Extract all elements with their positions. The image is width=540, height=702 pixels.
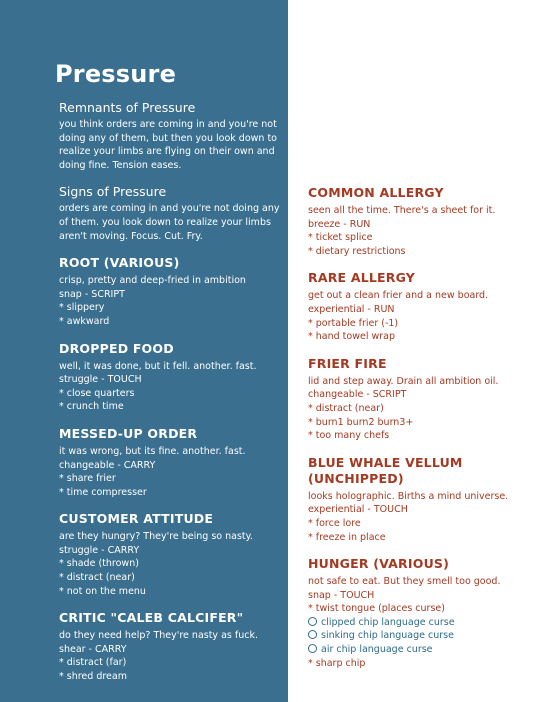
entry-line: get out a clean frier and a new board. xyxy=(308,290,489,302)
threat-name: BLUE WHALE VELLUM (UNCHIPPED) xyxy=(308,454,463,486)
entry-critic-caleb-calcifer xyxy=(59,610,281,683)
circle-item xyxy=(308,629,536,643)
entry-line: * distract (far) xyxy=(59,657,127,669)
entry-dropped-food xyxy=(59,341,281,414)
entry-line: crisp, pretty and deep-fried in ambition xyxy=(59,275,246,287)
circle-item-label: clipped chip language curse xyxy=(321,616,455,628)
right-panel xyxy=(288,0,540,702)
threat-name: COMMON ALLERGY xyxy=(308,185,444,200)
entry-line: seen all the time. There's a sheet for it. xyxy=(308,205,496,216)
entry-line: * sharp chip xyxy=(308,657,366,669)
circle-item-label: air chip language curse xyxy=(321,644,433,656)
circle-item xyxy=(308,616,536,630)
entry-line: do they need help? They're nasty as fuck. xyxy=(59,630,258,642)
section-heading: Remnants of Pressure xyxy=(59,100,196,115)
entry-line: * awkward xyxy=(59,315,110,327)
threat-name: FRIER FIRE xyxy=(308,355,387,371)
entry-line: * crunch time xyxy=(59,401,124,413)
entry-line: experiential - TOUCH xyxy=(308,504,408,516)
entry-line: * hand towel wrap xyxy=(308,331,396,343)
entry-line: shear - CARRY xyxy=(59,643,127,655)
entry-common-allergy xyxy=(308,185,536,258)
entry-blue-whale-vellum-unchipped xyxy=(308,455,536,544)
circle-icon xyxy=(308,617,317,626)
entry-line: * burn1 burn2 burn3+ xyxy=(308,416,414,428)
threat-name: CRITIC "CALEB CALCIFER" xyxy=(59,610,244,626)
entry-line: well, it was done, but it fell. another. fast. xyxy=(59,360,257,372)
entry-line: looks holographic. Births a mind universe. xyxy=(308,490,509,502)
threat-name: RARE ALLERGY xyxy=(308,270,416,286)
entry-line: * shred dream xyxy=(59,671,127,683)
entry-line: struggle - CARRY xyxy=(59,544,140,556)
threat-name: MESSED-UP ORDER xyxy=(59,425,198,441)
entry-line: * freeze in place xyxy=(308,531,386,543)
entry-line: snap - SCRIPT xyxy=(59,288,125,300)
threat-name: HUNGER (VARIOUS) xyxy=(308,556,450,572)
entry-line: * portable frier (-1) xyxy=(308,317,399,329)
entry-line: breeze - RUN xyxy=(308,218,371,230)
circle-icon xyxy=(308,644,317,653)
entry-hunger-various xyxy=(308,556,536,670)
entry-line: * twist tongue (places curse) xyxy=(308,603,445,615)
entry-line: * slippery xyxy=(59,302,105,314)
entry-line: * too many chefs xyxy=(308,430,390,442)
page-title: Pressure xyxy=(55,60,177,88)
entry-line: changeable - CARRY xyxy=(59,459,156,471)
entry-customer-attitude xyxy=(59,511,281,598)
section-heading: Signs of Pressure xyxy=(59,184,167,200)
entry-line: * time compresser xyxy=(59,486,147,498)
right-column xyxy=(308,185,536,682)
entry-line: not safe to eat. But they smell too good. xyxy=(308,576,501,588)
entry-rare-allergy xyxy=(308,270,536,343)
entry-line: orders are coming in and you're not doing any of them. you look down to realize your limbs aren't moving. Focus. Cut. Fry. xyxy=(59,203,280,242)
entry-remnants-of-pressure xyxy=(59,100,281,172)
entry-line: * close quarters xyxy=(59,387,135,399)
entry-line: lid and step away. Drain all ambition oil. xyxy=(308,375,499,387)
entry-signs-of-pressure xyxy=(59,184,281,243)
entry-line: * force lore xyxy=(308,517,361,529)
entry-line: snap - TOUCH xyxy=(308,589,375,601)
entry-line: you think orders are coming in and you're not doing any of them, but then you look down to realize your limbs are flying on their own and doing fine. Tension eases. xyxy=(59,119,277,171)
circle-item-label: sinking chip language curse xyxy=(321,630,454,642)
threat-name: ROOT (VARIOUS) xyxy=(59,255,180,271)
entry-line: experiential - RUN xyxy=(308,303,395,315)
entry-root-various xyxy=(59,255,281,328)
entry-messed-up-order xyxy=(59,426,281,499)
entry-line: * shade (thrown) xyxy=(59,558,139,570)
entry-line: * dietary restrictions xyxy=(308,245,406,257)
entry-line: * ticket splice xyxy=(308,232,373,244)
threat-name: DROPPED FOOD xyxy=(59,340,174,356)
entry-line: * distract (near) xyxy=(308,402,384,414)
entry-line: * not on the menu xyxy=(59,585,146,597)
circle-item xyxy=(308,643,536,657)
left-column xyxy=(59,100,281,696)
entry-frier-fire xyxy=(308,356,536,443)
threat-name: CUSTOMER ATTITUDE xyxy=(59,511,214,527)
circle-icon xyxy=(308,630,317,639)
entry-line: are they hungry? They're being so nasty. xyxy=(59,531,253,543)
entry-line: changeable - SCRIPT xyxy=(308,389,407,401)
entry-line: struggle - TOUCH xyxy=(59,374,142,386)
entry-line: * share frier xyxy=(59,473,116,485)
entry-line: it was wrong, but its fine. another. fast. xyxy=(59,445,246,457)
entry-line: * distract (near) xyxy=(59,572,135,584)
